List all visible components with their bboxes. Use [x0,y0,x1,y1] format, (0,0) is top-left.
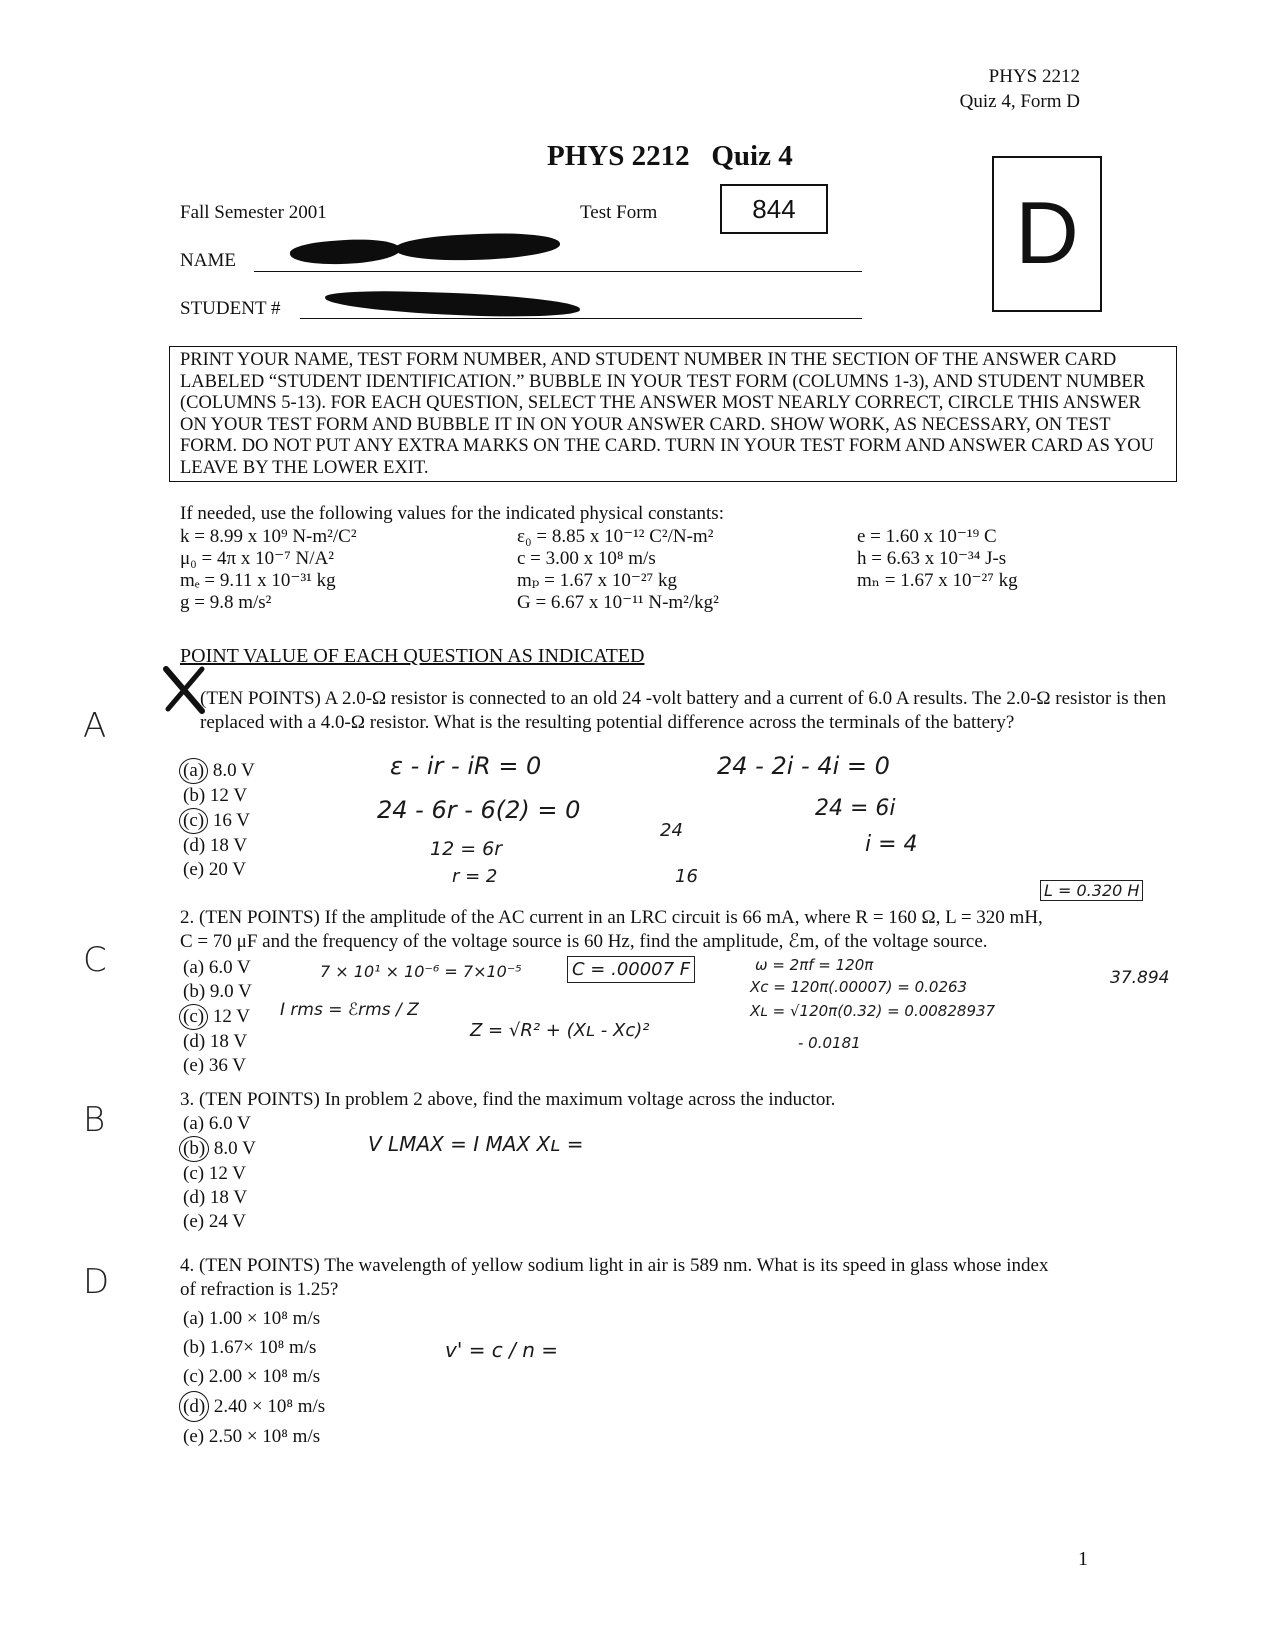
option-letter: (b) [183,981,206,1002]
constant: k = 8.99 x 10⁹ N-m²/C² [180,526,357,547]
option-value: 16 V [212,810,250,831]
option[interactable] [183,1054,252,1078]
option[interactable] [183,1333,325,1362]
option[interactable] [183,1112,256,1136]
option-letter: (a) [183,957,205,978]
form-letter: D [992,156,1102,312]
option[interactable] [183,1362,325,1391]
option-letter: (d) [183,1187,206,1208]
option-letter: (e) [183,1426,205,1447]
option-value: 18 V [209,835,248,856]
option-value: 6.0 V [208,1113,251,1134]
option[interactable] [183,1391,325,1422]
handwritten-work: Z = √R² + (Xʟ - Xᴄ)² [470,1020,650,1041]
option[interactable] [183,784,255,808]
option-letter: (d) [183,1031,206,1052]
option-letter: (e) [183,1055,205,1076]
handwritten-work: 24 - 6r - 6(2) = 0 [377,796,581,824]
question-1-text: (TEN POINTS) A 2.0-Ω resistor is connected to an old 24 -volt battery and a current of 6.0 A results. The 2.0-Ω resistor is then replaced with a 4.0-Ω resistor. What is the resulting potential difference across the terminals of the battery? [200,688,1167,733]
redacted-student-number [325,289,581,320]
option-letter: (d) [183,835,206,856]
option-letter: (c) [179,808,208,834]
margin-answer-letter: D [83,1262,110,1302]
constant: mₚ = 1.67 x 10⁻²⁷ kg [517,570,677,591]
option-value: 8.0 V [213,1138,256,1159]
question-3-text: 3. (TEN POINTS) In problem 2 above, find the maximum voltage across the inductor. [180,1089,836,1110]
option[interactable] [183,1422,325,1451]
option-letter: (b) [183,785,206,806]
handwritten-work: 24 [660,820,683,841]
constants-column-2 [517,526,719,614]
constant: g = 9.8 m/s² [180,592,272,613]
point-value-heading: POINT VALUE OF EACH QUESTION AS INDICATED [180,645,645,667]
constant: ε₀ = 8.85 x 10⁻¹² C²/N-m² [517,526,714,547]
option[interactable] [183,1030,252,1054]
constant: mₙ = 1.67 x 10⁻²⁷ kg [857,570,1018,591]
page-number: 1 [1078,1548,1088,1570]
option-value: 6.0 V [208,957,251,978]
option[interactable] [183,808,255,834]
name-field[interactable] [254,271,862,272]
option-value: 2.00 × 10⁸ m/s [208,1366,321,1387]
quiz-form: Quiz 4, Form D [959,91,1080,112]
option-value: 12 V [208,1163,246,1184]
option-value: 18 V [209,1031,248,1052]
option-value: 2.50 × 10⁸ m/s [208,1426,321,1447]
semester: Fall Semester 2001 [180,202,327,223]
handwritten-work: - 0.0181 [798,1034,861,1052]
handwritten-work: C = .00007 F [567,956,695,983]
constant: e = 1.60 x 10⁻¹⁹ C [857,526,997,547]
option[interactable] [183,1004,252,1030]
margin-answer-letter: B [83,1100,106,1140]
option-letter: (a) [183,1113,205,1134]
option[interactable] [183,956,252,980]
option-letter: (d) [179,1391,209,1422]
name-label: NAME [180,250,236,271]
handwritten-work: 37.894 [1110,968,1170,988]
constants-column-3 [857,526,1018,592]
option[interactable] [183,834,255,858]
option-letter: (e) [183,859,205,880]
option-value: 12 V [212,1006,250,1027]
option[interactable] [183,1304,325,1333]
student-number-field[interactable] [300,318,862,319]
option-letter: (c) [179,1004,208,1030]
option[interactable] [183,1210,256,1234]
option-letter: (c) [183,1163,205,1184]
option-letter: (a) [183,1308,205,1329]
option-letter: (e) [183,1211,205,1232]
instructions-text: PRINT YOUR NAME, TEST FORM NUMBER, AND STUDENT NUMBER IN THE SECTION OF THE ANSWER CARD LABELED “STUDENT IDENTIFICATION.” BUBBLE IN YOUR TEST FORM (COLUMNS 1-3), AND STUDENT NUMBER (COLUMNS 5-13). FOR EACH QUESTION, SELECT THE ANSWER MOST NEARLY CORRECT, CIRCLE THIS ANSWER ON YOUR TEST FORM AND BUBBLE IT IN ON YOUR ANSWER CARD. SHOW WORK, AS NECESSARY, ON TEST FORM. DO NOT PUT ANY EXTRA MARKS ON THE CARD. TURN IN YOUR TEST FORM AND ANSWER CARD AS YOU LEAVE BY THE LOWER EXIT. [180,350,1154,478]
option-value: 20 V [208,859,246,880]
handwritten-work: v' = c / n = [445,1338,559,1362]
option-value: 1.67× 10⁸ m/s [209,1337,317,1358]
page-title: PHYS 2212 Quiz 4 [547,140,793,172]
question-4-options [183,1304,325,1451]
option[interactable] [183,758,255,784]
option-value: 36 V [208,1055,246,1076]
question-3-options [183,1112,256,1234]
handwritten-work: Xᴄ = 120π(.00007) = 0.0263 [750,978,968,996]
handwritten-work: V LMAX = I MAX Xʟ = [368,1132,584,1156]
option-value: 18 V [209,1187,248,1208]
option-letter: (b) [183,1337,206,1358]
constant: c = 3.00 x 10⁸ m/s [517,548,656,569]
question-2-text-line-2: C = 70 μF and the frequency of the voltage source is 60 Hz, find the amplitude, ℰm, of the voltage source. [180,931,988,952]
option[interactable] [183,1186,256,1210]
redacted-name [394,230,560,265]
handwritten-work: 24 - 2i - 4i = 0 [717,752,890,780]
margin-answer-letter: C [83,940,107,980]
option[interactable] [183,1162,256,1186]
handwritten-work: 16 [675,866,698,887]
question-4-text-line-2: of refraction is 1.25? [180,1279,339,1300]
option-letter: (c) [183,1366,205,1387]
handwritten-work: ε - ir - iR = 0 [390,752,542,780]
constants-intro: If needed, use the following values for the indicated physical constants: [180,503,724,524]
handwritten-work: ω = 2πf = 120π [755,956,874,974]
option[interactable] [183,858,255,882]
question-1-options [183,758,255,882]
redacted-name [289,236,400,268]
handwritten-work: 24 = 6i [815,796,896,821]
constant: G = 6.67 x 10⁻¹¹ N-m²/kg² [517,592,719,613]
option[interactable] [183,980,252,1004]
option-value: 1.00 × 10⁸ m/s [208,1308,321,1329]
option-letter: (b) [179,1136,209,1162]
question-2-options [183,956,252,1078]
constant: mₑ = 9.11 x 10⁻³¹ kg [180,570,336,591]
option-value: 12 V [209,785,248,806]
form-header [960,64,1080,114]
handwritten-work: L = 0.320 H [1040,880,1143,901]
option-letter: (a) [179,758,208,784]
handwritten-work: I rms = ℰrms / Z [280,1000,419,1020]
option-value: 8.0 V [212,760,255,781]
option[interactable] [183,1136,256,1162]
handwritten-work: r = 2 [452,866,498,887]
student-number-label: STUDENT # [180,298,281,319]
test-form-number: 844 [720,184,828,234]
question-4-text-line-1: 4. (TEN POINTS) The wavelength of yellow sodium light in air is 589 nm. What is its speed in glass whose index [180,1255,1049,1276]
constant: μ₀ = 4π x 10⁻⁷ N/A² [180,548,334,569]
option-value: 2.40 × 10⁸ m/s [213,1396,326,1417]
constants-column-1 [180,526,357,614]
margin-answer-letter: A [83,706,107,746]
handwritten-work: i = 4 [865,832,918,857]
constant: h = 6.63 x 10⁻³⁴ J-s [857,548,1007,569]
handwritten-work: 12 = 6r [430,838,503,860]
handwritten-work: Xʟ = √120π(0.32) = 0.00828937 [750,1002,996,1020]
question-2-text-line-1: 2. (TEN POINTS) If the amplitude of the AC current in an LRC circuit is 66 mA, where R = 160 Ω, L = 320 mH, [180,907,1043,928]
option-value: 24 V [208,1211,246,1232]
option-value: 9.0 V [209,981,252,1002]
course-code: PHYS 2212 [988,66,1080,87]
handwritten-work: 7 × 10¹ × 10⁻⁶ = 7×10⁻⁵ [320,962,522,981]
test-form-label: Test Form [580,202,658,223]
